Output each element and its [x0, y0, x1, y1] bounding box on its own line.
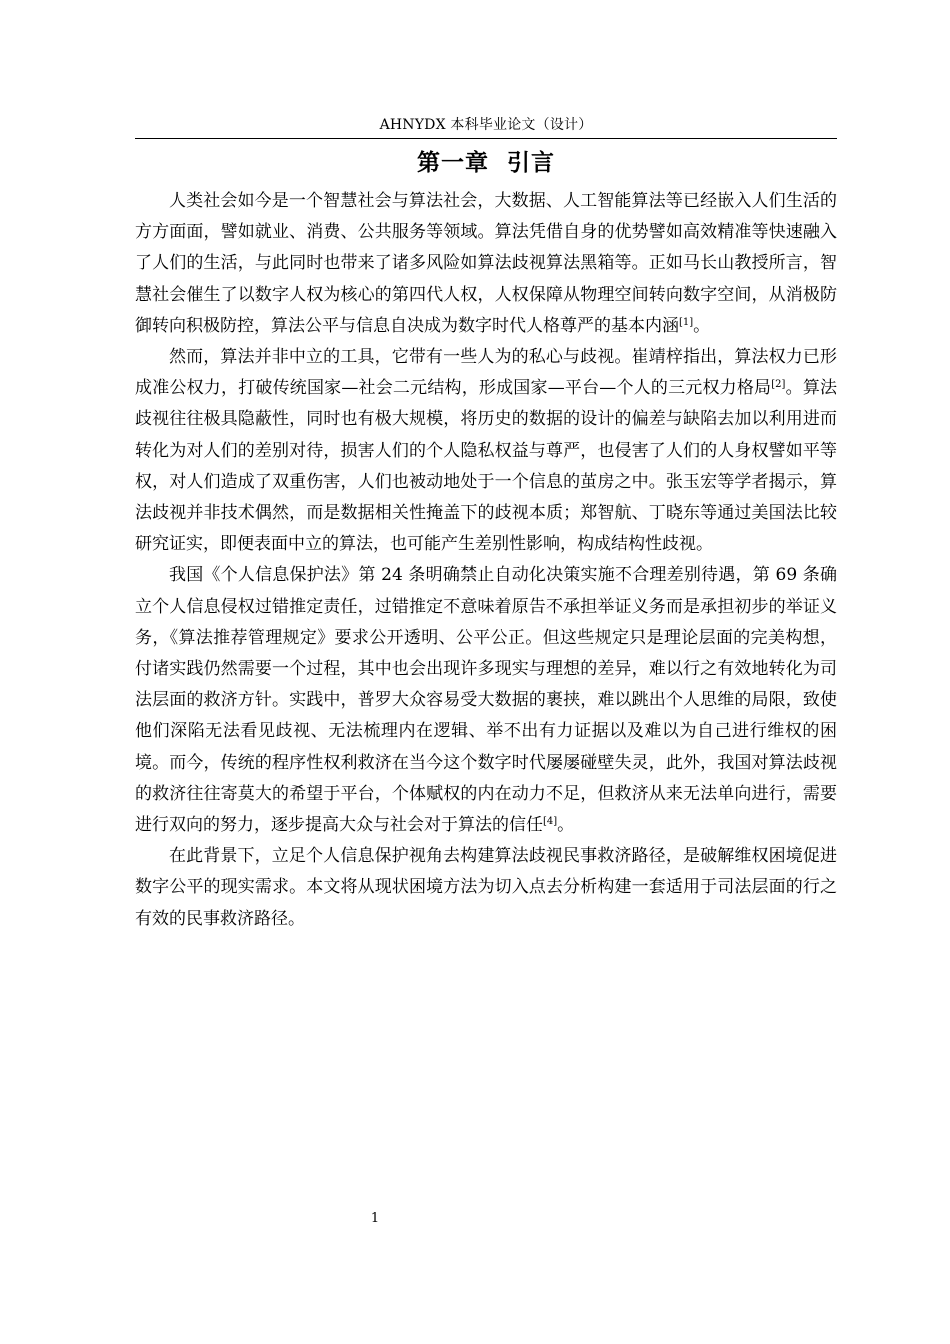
header-rule — [135, 138, 837, 139]
paragraph-text: 人类社会如今是一个智慧社会与算法社会，大数据、人工智能算法等已经嵌入人们生活的方方面面，譬如就业、消费、公共服务等领域。算法凭借自身的优势譬如高效精准等快速融入了人们的生活，与此同时也带来了诸多风险如算法歧视算法黑箱等。正如马长山教授所言，智慧社会催生了以数字人权为核心的第四代人权，人权保障从物理空间转向数字空间，从消极防御转向积极防控，算法公平与信息自决成为数字时代人格尊严的基本内涵 — [135, 191, 837, 336]
page-number: 1 — [370, 1211, 380, 1226]
citation-marker: [4] — [543, 816, 558, 828]
paragraph-text: 。算法歧视往往极具隐蔽性，同时也有极大规模，将历史的数据的设计的偏差与缺陷去加以利用进而转化为对人们的差别对待，损害人们的个人隐私权益与尊严，也侵害了人们的人身权譬如平等权，对人们造成了双重伤害，人们也被动地处于一个信息的茧房之中。张玉宏等学者揭示，算法歧视并非技术偶然，而是数据相关性掩盖下的歧视本质；郑智航、丁晓东等通过美国法比较研究证实，即便表面中立的算法，也可能产生差别性影响，构成结构性歧视。 — [135, 378, 838, 555]
paragraph-4 — [135, 841, 837, 935]
chapter-title: 第一章 引言 — [416, 150, 555, 176]
body-text — [135, 186, 837, 935]
paragraph-text: 然而，算法并非中立的工具，它带有一些人为的私心与歧视。崔靖梓指出，算法权力已形成准公权力，打破传统国家—社会二元结构，形成国家—平台—个人的三元权力格局 — [135, 347, 837, 399]
paragraph-3 — [135, 560, 837, 841]
paragraph-text: 。 — [693, 315, 711, 336]
running-header: AHNYDX 本科毕业论文（设计） — [379, 117, 593, 133]
citation-marker: [2] — [771, 379, 786, 391]
paragraph-2 — [135, 342, 837, 560]
paragraph-1 — [135, 186, 837, 342]
paragraph-text: 在此背景下，立足个人信息保护视角去构建算法歧视民事救济路径，是破解维权困境促进数字公平的现实需求。本文将从现状困境方法为切入点去分析构建一套适用于司法层面的行之有效的民事救济路径。 — [135, 846, 837, 929]
citation-marker: [1] — [679, 316, 694, 328]
paragraph-text: 。 — [557, 815, 575, 836]
paragraph-text: 我国《个人信息保护法》第 24 条明确禁止自动化决策实施不合理差别待遇，第 69 条确立个人信息侵权过错推定责任，过错推定不意味着原告不承担举证义务而是承担初步的举证义务，《算法推荐管理规定》要求公开透明、公平公正。但这些规定只是理论层面的完美构想，付诸实践仍然需要一个过程，其中也会出现许多现实与理想的差异，难以行之有效地转化为司法层面的救济方针。实践中，普罗大众容易受大数据的裹挟，难以跳出个人思维的局限，致使他们深陷无法看见歧视、无法梳理内在逻辑、举不出有力证据以及难以为自己进行维权的困境。而今，传统的程序性权利救济在当今这个数字时代屡屡碰壁失灵，此外，我国对算法歧视的救济往往寄莫大的希望于平台，个体赋权的内在动力不足，但救济从来无法单向进行，需要进行双向的努力，逐步提高大众与社会对于算法的信任 — [135, 565, 837, 836]
